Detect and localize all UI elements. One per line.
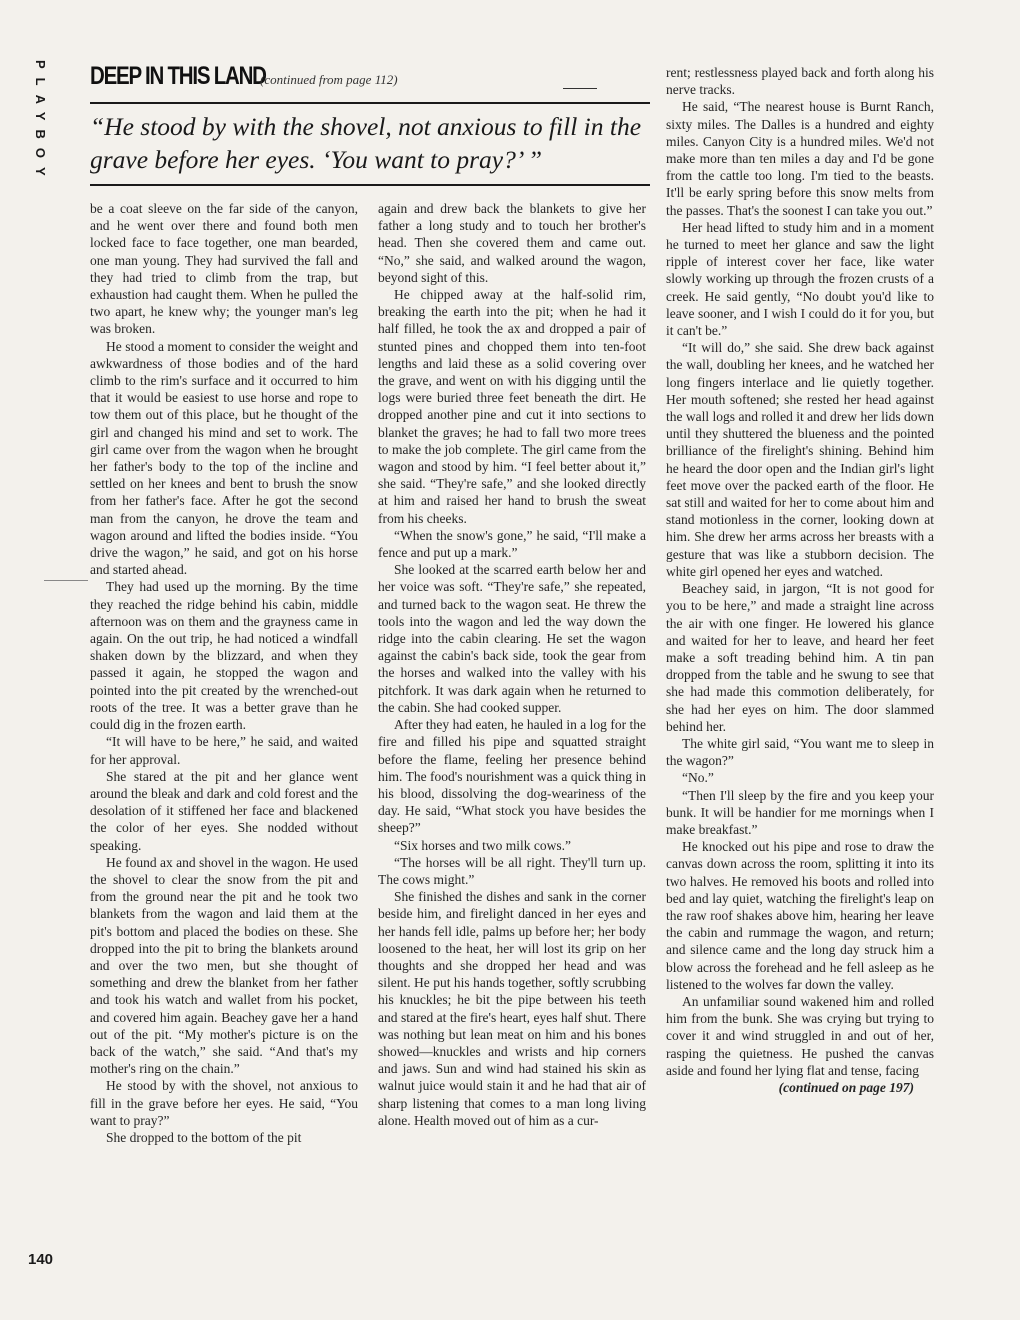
paragraph: Her head lifted to study him and in a moment he turned to meet her glance and saw the light ripple of interest cover her face, like water slowly working up through the frozen crusts of a creek. He said gently, “No doubt you'd like to leave sooner, and I wish I could do it for you, but it can't be.”: [666, 219, 934, 339]
column-1: [90, 200, 358, 1146]
paragraph: He knocked out his pipe and rose to draw the canvas down across the room, splitting it into its two halves. He removed his boots and rolled into bed and lay quiet, watching the firelight's leap on the raw roof shakes above him, hearing her leave the cabin and rummage the wagon, and return; and silence came and the long day struck him a blow across the forehead and he fell asleep as he listened to the wolves far down the valley.: [666, 839, 934, 992]
pull-quote: “He stood by with the shovel, not anxious to fill in the grave before her eyes. ‘You want to pray?’ ”: [90, 112, 642, 174]
paragraph: The white girl said, “You want me to sleep in the wagon?”: [666, 735, 934, 769]
paragraph: Beachey said, in jargon, “It is not good for you to be here,” and made a straight line across the air with one finger. He lowered his glance and waited for her to leave, and heard her feet make a soft treading behind him. A tin pan dropped from the table and he swung to see that she had made this commotion deliberately, for she had her eyes on him. The door slammed behind her.: [666, 581, 934, 734]
header-dash: [563, 88, 597, 89]
column-3: [666, 64, 934, 1096]
paragraph: He chipped away at the half-solid rim, breaking the earth into the pit; when he had it half filled, he took the ax and dropped a pair of stunted pines and chopped them into ten-foot lengths and laid these as a solid covering over the grave, and went on with his digging until the logs were buried three feet beneath the dirt. He dropped another pine and cut it into sections to blanket the graves; he had to fall two more trees to make the job complete. The girl came from the wagon and stood by him. “I feel better about it,” she said. “They're safe,” and she looked directly at him and raised her hand to brush the sweat from his cheeks.: [378, 287, 646, 526]
paragraph: She finished the dishes and sank in the corner beside him, and firelight danced in her eyes and her hands fell idle, palms up before her; her body loosened to the heat, her will lost its grip on her thoughts and she dropped her head and was silent. He put his hands together, softly scrubbing his knuckles; he bit the pipe between his teeth and stared at the fire's heart, eyes half shut. There was nothing but lean meat on him and his bones showed—knuckles and wrists and hip corners and jaws. Sun and wind had stained his skin as walnut juice would stain it and he had that air of sharp listening that comes to a man long living alone. Health moved out of him as a cur-: [378, 889, 646, 1128]
paragraph: “Six horses and two milk cows.”: [394, 837, 571, 853]
magazine-name: PLAYBOY: [33, 60, 48, 185]
continued-to-note: (continued on page 197): [778, 1079, 914, 1095]
paragraph: “The horses will be all right. They'll turn up. The cows might.”: [378, 854, 646, 887]
article-header: [90, 62, 650, 94]
paragraph: be a coat sleeve on the far side of the canyon, and he went over there and found both men locked face to face together, one man bearded, one man young. They had survived the fall and they had tried to climb from the trap, but exhaustion had caught them. When he pulled the two apart, he knew why; the younger man's leg was broken.: [90, 201, 358, 337]
paragraph: again and drew back the blankets to give her father a long study and to touch her brother's head. Then she covered them and came out. “No,” she said, and walked around the wagon, beyond sight of this.: [378, 201, 646, 285]
paragraph: He stood a moment to consider the weight and awkwardness of those bodies and of the hard climb to the rim's surface and it occurred to him that it would be easiest to use horse and rope to tow them out of this place, but he thought of the girl and changed his mind and set to work. The girl came over from the wagon when he brought her father's body to the top of the incline and settled on her knees and bent to brush the snow from her father's face. After he got the second man from the canyon, he drove the team and wagon around and lifted the bodies inside. “You drive the wagon,” he said, and got on his horse and started ahead.: [90, 338, 358, 578]
paragraph: “It will have to be here,” he said, and waited for her approval.: [90, 734, 358, 767]
paragraph: rent; restlessness played back and forth along his nerve tracks.: [666, 65, 934, 98]
paragraph: They had used up the morning. By the time they reached the ridge behind his cabin, middle afternoon was on them and the grayness came in again. On the out trip, he had noticed a windfall shaken down by the blizzard, and when they passed it again, he stopped the wagon and pointed into the pit created by the wrenched-out roots of the tree. It was a better grave than he could dig in the frozen earth.: [90, 579, 358, 733]
paragraph: He found ax and shovel in the wagon. He used the shovel to clear the snow from the pit and from the ground near the pit and he took two blankets from the wagon and laid them at the pit's bottom and placed the bodies on these. She dropped into the pit to bring the blankets around and over the two men, but she thought of something and drew the blanket from her father and took his watch and wallet from his pocket, and covered him again. Beachey gave her a hand out of the pit. “My mother's picture is on the back of the watch,” she said. “And that's my mother's ring on the chain.”: [90, 854, 358, 1077]
paragraph: “Then I'll sleep by the fire and you keep your bunk. It will be handier for me mornings when I make breakfast.”: [666, 787, 934, 837]
paragraph: He said, “The nearest house is Burnt Ranch, sixty miles. The Dalles is a hundred and eighty miles. Canyon City is a hundred miles. We'd not make more than ten miles a day and I'd be gone from the cattle too long. I'm tied to the beasts. It'll be early spring before this snow melts from the passes. That's the soonest I can take you out.”: [666, 99, 934, 218]
pull-quote-bottom-rule: [90, 184, 650, 186]
magazine-name-vertical: [22, 60, 52, 220]
paragraph: After they had eaten, he hauled in a log for the fire and filled his pipe and squatted straight before the flame, feeling her presence behind him. The food's nourishment was a quick thing in his blood, dissolving the dog-weariness of the day. He said, “What stock you have besides the sheep?”: [378, 717, 646, 836]
paragraph: He stood by with the shovel, not anxious to fill in the grave before her eyes. He said, “You want to pray?”: [90, 1078, 358, 1128]
paragraph: An unfamiliar sound wakened him and rolled him from the bunk. She was crying but trying to cover it and wind struggled in and out of her, rasping the quietness. He pushed the canvas aside and found her lying flat and tense, facing: [666, 993, 934, 1078]
continued-from-note: (continued from page 112): [260, 72, 398, 87]
paragraph: “No.”: [682, 770, 714, 786]
paragraph: She stared at the pit and her glance went around the bleak and dark and cold forest and the desolation of it stiffened her face and blackened the color of her eyes. She nodded without speaking.: [90, 768, 358, 853]
paragraph: “It will do,” she said. She drew back against the wall, doubling her knees, and he watched her long fingers interlace and lie quietly together. Her mouth softened; she rested her head against the wall logs and rolled it and drew her lids down until they shuttered the blueness and the pointed brilliance of the firelight's shining. Behind him he heard the door open and the Indian girl's light feet move over the packed earth of the floor. He sat still and waited for her to come about him and stand motionless in the corner, looking down at him. She drew her arms across her breasts with a gesture that was like a stubborn decision. The white girl opened her eyes and watched.: [666, 340, 934, 579]
paragraph: She dropped to the bottom of the pit: [106, 1129, 302, 1145]
paragraph: She looked at the scarred earth below her and her voice was soft. “They're safe,” she repeated, and turned back to the wagon seat. He threw the tools into the wagon and led the way down the ridge into the cabin clearing. He set the wagon against the cabin's back side, took the gear from the horses and walked into the valley with his pitchfork. It was dark again when he returned to the cabin. She had cooked supper.: [378, 562, 646, 715]
article-title: DEEP IN THIS LAND: [90, 62, 266, 90]
paragraph: “When the snow's gone,” he said, “I'll make a fence and put up a mark.”: [378, 527, 646, 561]
pull-quote-top-rule: [90, 102, 650, 104]
page-number: 140: [28, 1251, 54, 1268]
column-2: [378, 200, 646, 1129]
margin-mark: [44, 580, 88, 581]
